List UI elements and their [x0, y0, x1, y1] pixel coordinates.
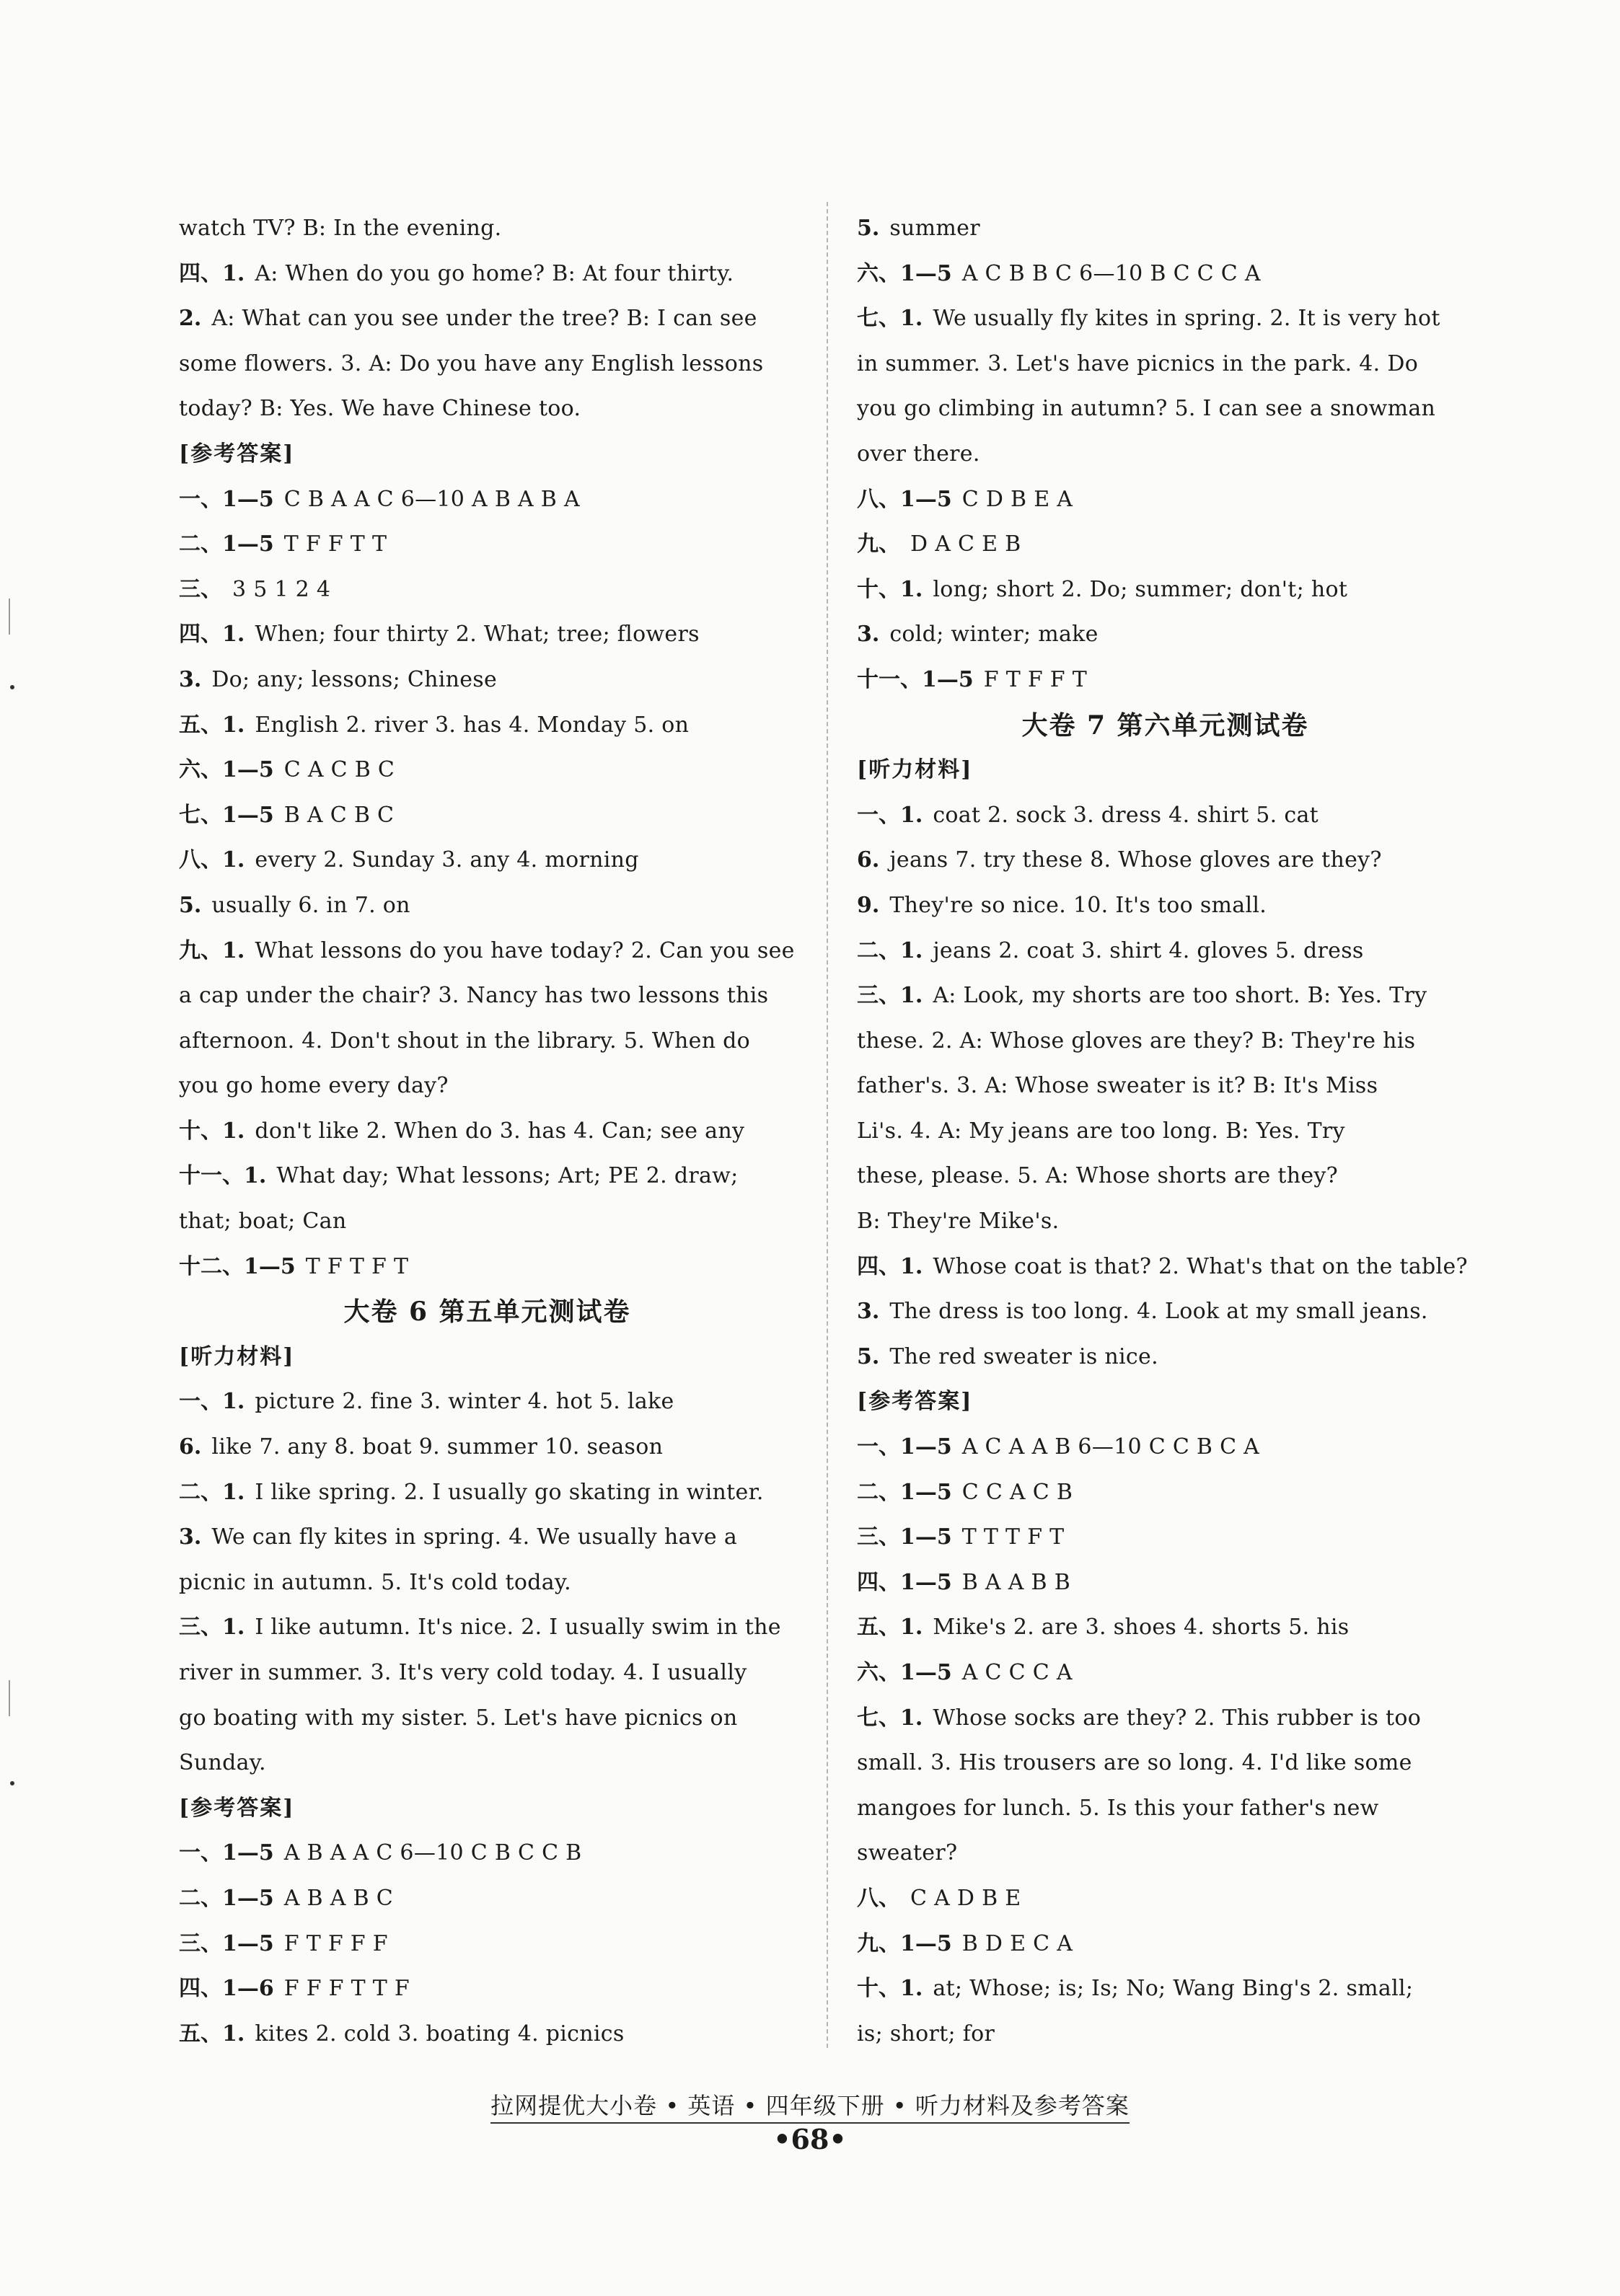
answer-line [857, 342, 1474, 387]
question-number: 四、1. [179, 622, 245, 648]
answer-text: at; Whose; is; Is; No; Wang Bing's 2. small; [933, 1976, 1414, 2002]
answer-text: go boating with my sister. 5. Let's have picnics on [179, 1705, 738, 1731]
answer-text: is; short; for [857, 2021, 995, 2046]
question-number: 3. [179, 666, 202, 692]
margin-dot [10, 1781, 14, 1785]
question-number: 一、1—5 [179, 1840, 274, 1866]
answer-text: C A D B E [910, 1885, 1021, 1911]
answer-line [857, 1831, 1474, 1876]
question-number: 十、1. [857, 576, 923, 602]
answer-line [857, 1515, 1474, 1560]
answer-line [179, 1109, 796, 1154]
answer-text: T T T F T [961, 1524, 1065, 1550]
answer-line [857, 838, 1474, 883]
question-number: 一、1. [179, 1389, 245, 1415]
question-number: 二、1. [857, 937, 923, 963]
answer-text: What day; What lessons; Art; PE 2. draw; [276, 1163, 739, 1189]
answer-text: A B A B C [283, 1885, 393, 1911]
footer-title-text: 拉网提优大小卷 • 英语 • 四年级下册 • 听力材料及参考答案 [490, 2092, 1130, 2124]
answer-line [179, 477, 796, 523]
answer-text: C B A A C 6—10 A B A B A [283, 486, 580, 512]
question-number: 九、1—5 [857, 1930, 952, 1956]
answer-line [857, 612, 1474, 658]
question-number: 9. [857, 892, 880, 918]
answer-line [179, 342, 796, 387]
question-number: 二、1—5 [857, 1479, 952, 1505]
answer-text: They're so nice. 10. It's too small. [889, 892, 1267, 918]
question-number: 3. [857, 1299, 880, 1325]
answer-line [179, 1470, 796, 1516]
answer-line [857, 1154, 1474, 1199]
question-number: 八、1. [179, 847, 245, 873]
answer-line [857, 1199, 1474, 1245]
question-number: 6. [179, 1434, 202, 1460]
answer-line [179, 2012, 796, 2057]
question-number: 十、1. [179, 1118, 245, 1144]
answer-line [179, 1379, 796, 1425]
question-number: 一、1—5 [179, 486, 274, 512]
answer-line [857, 252, 1474, 297]
answer-text: Whose coat is that? 2. What's that on the table? [933, 1253, 1468, 1279]
answer-text: C A C B C [283, 757, 395, 783]
section-label: [参考答案] [179, 441, 295, 467]
answer-text: Whose socks are they? 2. This rubber is too [933, 1705, 1422, 1731]
question-number: 三、 [179, 576, 222, 602]
answer-line [857, 1335, 1474, 1380]
question-number: 九、1. [179, 937, 245, 963]
answer-text: D A C E B [910, 531, 1021, 557]
answer-line [857, 1064, 1474, 1109]
answer-text: The dress is too long. 4. Look at my small jeans. [889, 1299, 1428, 1325]
answer-line [179, 1605, 796, 1651]
answer-text: summer [889, 216, 980, 241]
answer-line [179, 612, 796, 658]
answer-text: We usually fly kites in spring. 2. It is very hot [933, 306, 1440, 332]
answer-text: jeans 2. coat 3. shirt 4. gloves 5. dress [933, 937, 1364, 963]
answer-text: Do; any; lessons; Chinese [211, 666, 498, 692]
right-column [857, 206, 1474, 2057]
answer-line [857, 793, 1474, 839]
question-number: 四、1—6 [179, 1976, 274, 2002]
answer-line [857, 1966, 1474, 2012]
answer-text: What lessons do you have today? 2. Can you see [255, 937, 795, 963]
answer-line [857, 1245, 1474, 1290]
answer-text: T F T F T [305, 1253, 409, 1279]
answer-text: usually 6. in 7. on [211, 892, 410, 918]
answer-line [179, 522, 796, 568]
answer-line [857, 1696, 1474, 1741]
answer-line [857, 2012, 1474, 2057]
section-label: [参考答案] [857, 1389, 973, 1415]
answer-line [179, 703, 796, 749]
question-number: 2. [179, 306, 202, 332]
answer-line [857, 973, 1474, 1019]
answer-line [857, 1922, 1474, 1967]
left-column [179, 206, 796, 2057]
answer-text: don't like 2. When do 3. has 4. Can; see any [255, 1118, 745, 1144]
answer-line [179, 838, 796, 883]
question-number: 六、1—5 [179, 757, 274, 783]
answer-text: some flowers. 3. A: Do you have any English lessons [179, 350, 764, 376]
answer-line [179, 1696, 796, 1741]
question-number: 3. [179, 1524, 202, 1550]
answer-line [857, 1786, 1474, 1832]
answer-text: a cap under the chair? 3. Nancy has two lessons this [179, 983, 769, 1009]
answer-text: When; four thirty 2. What; tree; flowers [255, 622, 700, 648]
section-heading: 大卷 6 第五单元测试卷 [343, 1297, 631, 1328]
answer-text: We can fly kites in spring. 4. We usually have a [211, 1524, 737, 1550]
answer-text: picnic in autumn. 5. It's cold today. [179, 1569, 571, 1595]
question-number: 五、1. [179, 712, 245, 738]
answer-text: I like spring. 2. I usually go skating in winter. [255, 1479, 764, 1505]
answer-text: I like autumn. It's nice. 2. I usually swim in the [255, 1615, 781, 1641]
answer-text: 3 5 1 2 4 [232, 576, 331, 602]
question-number: 七、1. [857, 306, 923, 332]
answer-line [857, 206, 1474, 252]
answer-text: cold; winter; make [889, 622, 1099, 648]
question-number: 四、1—5 [857, 1569, 952, 1595]
answer-line [179, 1245, 796, 1290]
answer-line [857, 522, 1474, 568]
answer-line [179, 1831, 796, 1876]
question-number: 七、1—5 [179, 802, 274, 828]
question-number: 一、1—5 [857, 1434, 952, 1460]
answer-line [179, 1154, 796, 1199]
answer-text: F T F F T [983, 666, 1088, 692]
question-number: 四、1. [179, 260, 245, 286]
answer-text: every 2. Sunday 3. any 4. morning [255, 847, 639, 873]
answer-line [179, 973, 796, 1019]
answer-line [857, 1605, 1474, 1651]
answer-line [179, 568, 796, 613]
answer-line [857, 1470, 1474, 1516]
answer-text: picture 2. fine 3. winter 4. hot 5. lake [255, 1389, 674, 1415]
answer-text: over there. [857, 441, 980, 467]
answer-text: these, please. 5. A: Whose shorts are they? [857, 1163, 1339, 1189]
answer-line [857, 1019, 1474, 1064]
answer-text: watch TV? B: In the evening. [179, 216, 502, 241]
question-number: 5. [857, 216, 880, 241]
question-number: 三、1—5 [857, 1524, 952, 1550]
answer-line [179, 658, 796, 703]
question-number: 三、1—5 [179, 1930, 274, 1956]
answer-text: F F F T T F [283, 1976, 410, 2002]
answer-text: B: They're Mike's. [857, 1209, 1060, 1235]
question-number: 一、1. [857, 802, 923, 828]
question-number: 八、1—5 [857, 486, 952, 512]
question-number: 十一、1—5 [857, 666, 974, 692]
question-number: 九、 [857, 531, 900, 557]
answer-text: Mike's 2. are 3. shoes 4. shorts 5. his [933, 1615, 1350, 1641]
answer-line [179, 1651, 796, 1696]
answer-line [179, 1922, 796, 1967]
answer-line [857, 432, 1474, 477]
answer-text: B A C B C [283, 802, 395, 828]
question-number: 5. [179, 892, 202, 918]
question-number: 二、1—5 [179, 531, 274, 557]
answer-line [857, 477, 1474, 523]
answer-text: C D B E A [961, 486, 1073, 512]
answer-line [179, 1064, 796, 1109]
answer-line [179, 296, 796, 342]
answer-text: long; short 2. Do; summer; don't; hot [933, 576, 1348, 602]
answer-line [179, 252, 796, 297]
answer-line [179, 1019, 796, 1064]
question-number: 七、1. [857, 1705, 923, 1731]
question-number: 十、1. [857, 1976, 923, 2002]
answer-line [179, 748, 796, 793]
question-number: 六、1—5 [857, 1660, 952, 1685]
answer-line [179, 387, 796, 432]
answer-text: A: When do you go home? B: At four thirty. [255, 260, 734, 286]
answer-line [857, 658, 1474, 703]
question-number: 十二、1—5 [179, 1253, 296, 1279]
answer-line [857, 387, 1474, 432]
answer-text: coat 2. sock 3. dress 4. shirt 5. cat [933, 802, 1319, 828]
footer-title [0, 2088, 1620, 2121]
answer-text: like 7. any 8. boat 9. summer 10. season [211, 1434, 664, 1460]
answer-line [179, 1199, 796, 1245]
answer-line [857, 296, 1474, 342]
answer-text: F T F F F [283, 1930, 388, 1956]
question-number: 二、1. [179, 1479, 245, 1505]
answer-line [179, 1741, 796, 1786]
answer-text: you go home every day? [179, 1073, 449, 1099]
margin-mark [9, 1680, 10, 1716]
answer-text: father's. 3. A: Whose sweater is it? B: It's Miss [857, 1073, 1378, 1099]
answer-line [179, 1515, 796, 1560]
answer-line [179, 793, 796, 839]
answer-text: C C A C B [961, 1479, 1073, 1505]
answer-line [179, 883, 796, 929]
answer-line [179, 929, 796, 974]
question-number: 六、1—5 [857, 260, 952, 286]
answer-line [857, 1651, 1474, 1696]
answer-line [179, 1876, 796, 1922]
answer-text: Li's. 4. A: My jeans are too long. B: Yes. Try [857, 1118, 1345, 1144]
answer-text: river in summer. 3. It's very cold today. 4. I usually [179, 1660, 747, 1685]
section-label: [听力材料] [857, 757, 973, 783]
answer-text: A C C C A [961, 1660, 1073, 1685]
answer-text: B A A B B [961, 1569, 1071, 1595]
answer-line [857, 1425, 1474, 1470]
answer-text: these. 2. A: Whose gloves are they? B: They're his [857, 1028, 1416, 1054]
answer-text: that; boat; Can [179, 1209, 347, 1235]
question-number: 6. [857, 847, 880, 873]
answer-line [857, 1560, 1474, 1606]
question-number: 三、1. [179, 1615, 245, 1641]
answer-text: A C B B C 6—10 B C C C A [961, 260, 1261, 286]
question-number: 三、1. [857, 983, 923, 1009]
answer-text: you go climbing in autumn? 5. I can see a snowman [857, 396, 1436, 422]
answer-text: A: What can you see under the tree? B: I can see [211, 306, 757, 332]
answer-line [857, 568, 1474, 613]
answer-text: A C A A B 6—10 C C B C A [961, 1434, 1260, 1460]
margin-dot [10, 685, 14, 689]
question-number: 5. [857, 1343, 880, 1369]
answer-line [857, 1109, 1474, 1154]
answer-line [857, 1289, 1474, 1335]
answer-text: afternoon. 4. Don't shout in the library. 5. When do [179, 1028, 751, 1054]
answer-line [179, 1966, 796, 2012]
question-number: 十一、1. [179, 1163, 267, 1189]
answer-line [857, 1876, 1474, 1922]
answer-text: B D E C A [961, 1930, 1073, 1956]
answer-text: mangoes for lunch. 5. Is this your father's new [857, 1795, 1379, 1821]
answer-text: kites 2. cold 3. boating 4. picnics [255, 2021, 625, 2046]
answer-text: English 2. river 3. has 4. Monday 5. on [255, 712, 690, 738]
section-label: [参考答案] [179, 1795, 295, 1821]
question-number: 八、 [857, 1885, 900, 1911]
margin-mark [9, 599, 10, 635]
answer-text: small. 3. His trousers are so long. 4. I'd like some [857, 1750, 1412, 1776]
question-number: 五、1. [179, 2021, 245, 2046]
question-number: 二、1—5 [179, 1885, 274, 1911]
answer-text: Sunday. [179, 1750, 266, 1776]
answer-line [857, 929, 1474, 974]
answer-text: today? B: Yes. We have Chinese too. [179, 396, 581, 422]
answer-line [179, 1560, 796, 1606]
answer-line [179, 206, 796, 252]
column-divider [827, 202, 828, 2048]
question-number: 3. [857, 622, 880, 648]
section-label: [听力材料] [179, 1343, 295, 1369]
answer-text: A B A A C 6—10 C B C C B [283, 1840, 582, 1866]
answer-line [179, 1425, 796, 1470]
answer-text: sweater? [857, 1840, 958, 1866]
answer-line [857, 883, 1474, 929]
answer-text: in summer. 3. Let's have picnics in the park. 4. Do [857, 350, 1419, 376]
page-number: •68• [773, 2123, 847, 2155]
answer-text: The red sweater is nice. [889, 1343, 1158, 1369]
answer-text: A: Look, my shorts are too short. B: Yes. Try [933, 983, 1427, 1009]
question-number: 五、1. [857, 1615, 923, 1641]
answer-line [857, 1741, 1474, 1786]
question-number: 四、1. [857, 1253, 923, 1279]
answer-text: T F F T T [283, 531, 387, 557]
section-heading: 大卷 7 第六单元测试卷 [1021, 710, 1309, 741]
answer-text: jeans 7. try these 8. Whose gloves are they? [889, 847, 1382, 873]
